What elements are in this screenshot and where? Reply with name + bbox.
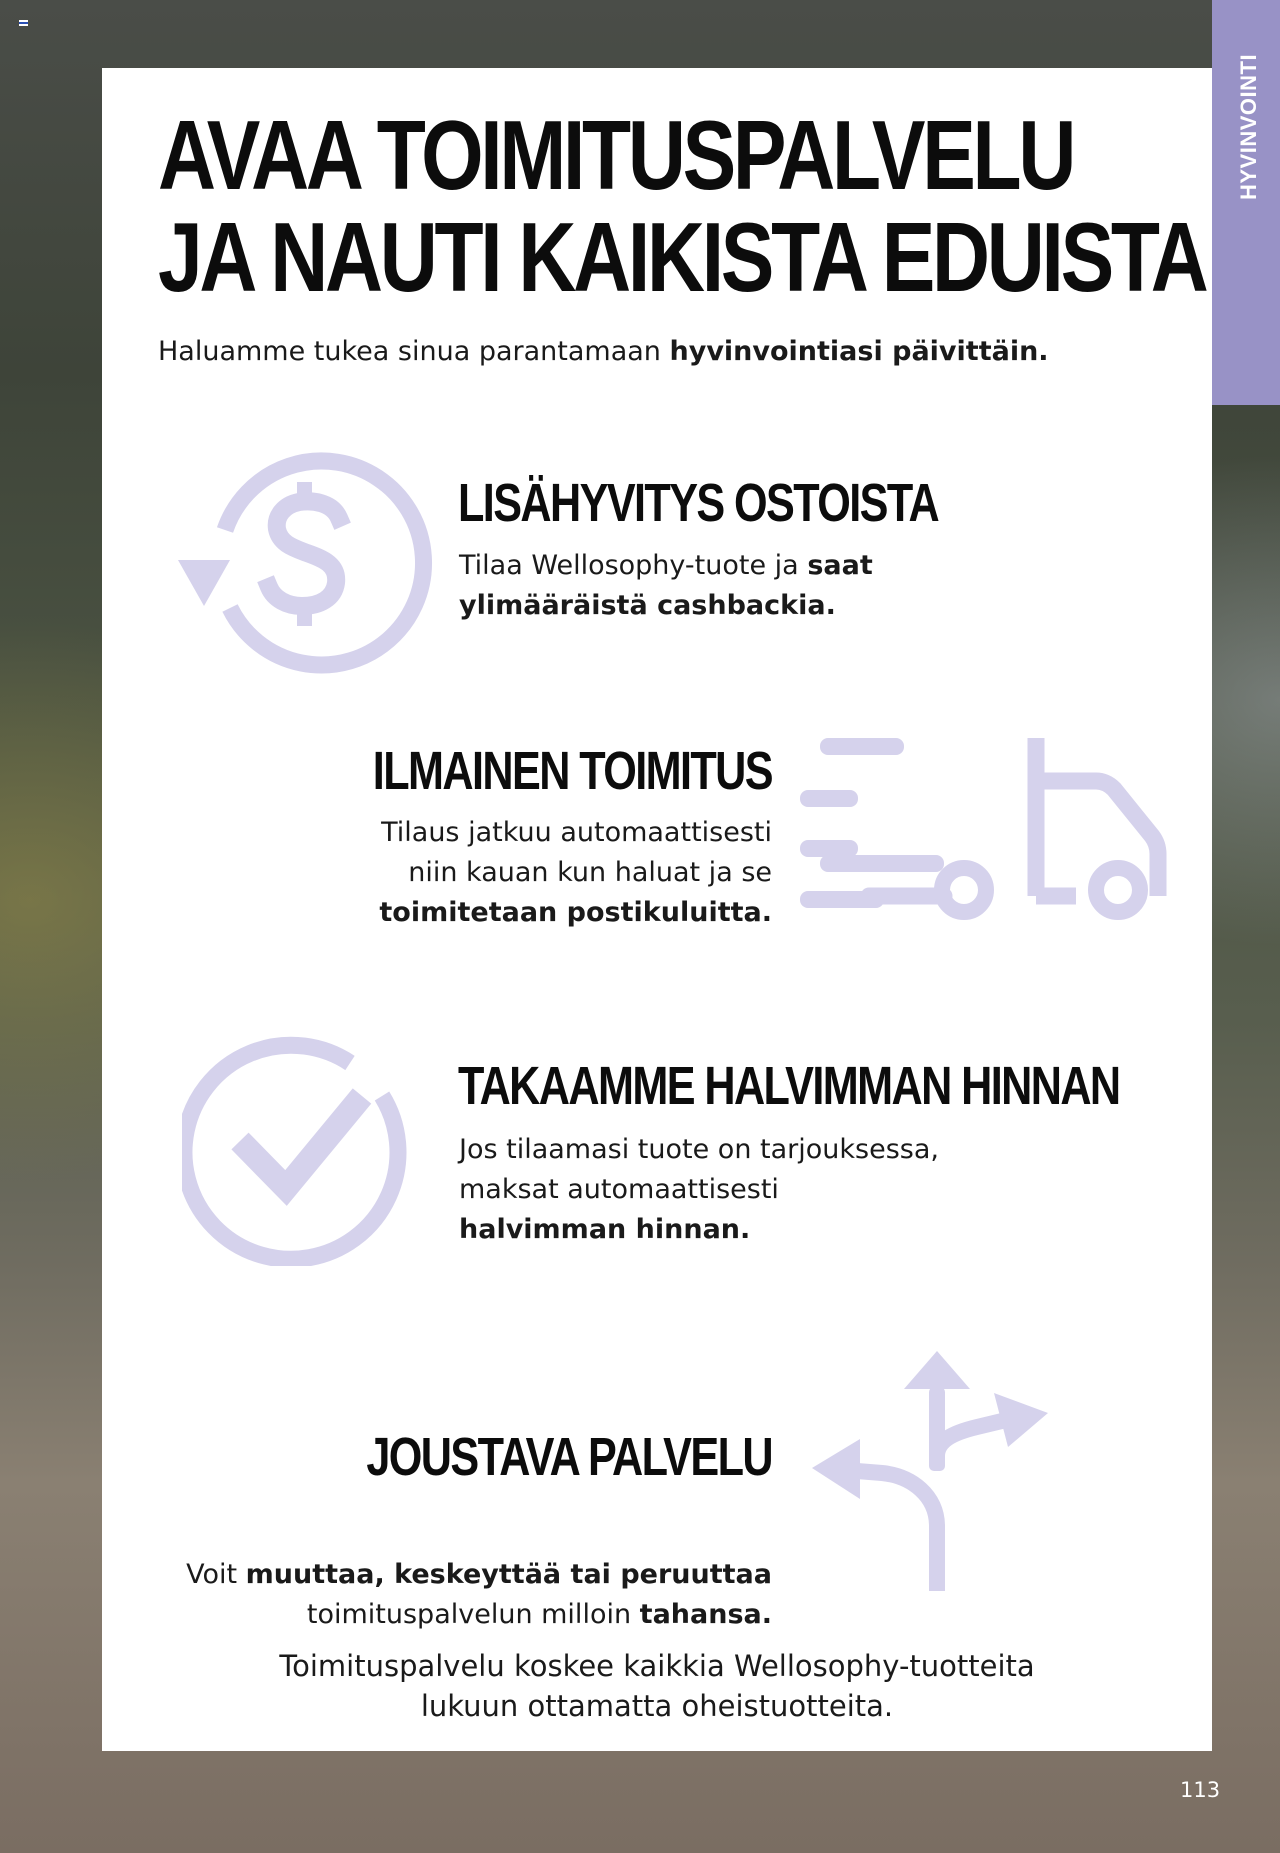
footnote bbox=[102, 1646, 1212, 1726]
feature-text-free-delivery bbox=[252, 813, 772, 933]
feature-title-lowest-price: TAKAAMME HALVIMMAN HINNAN bbox=[458, 1056, 1120, 1116]
intro-text bbox=[158, 336, 1049, 367]
feature-text-regular: toimituspalvelun milloin bbox=[306, 1599, 640, 1630]
heading-line-1: AVAA TOIMITUSPALVELU bbox=[158, 100, 1074, 210]
feature-text-line: Jos tilaamasi tuote on tarjouksessa, bbox=[459, 1134, 939, 1165]
feature-text-regular: Tilaa Wellosophy-tuote ja bbox=[459, 550, 808, 581]
footnote-line-1: Toimituspalvelu koskee kaikkia Wellosophy-tuotteita bbox=[279, 1649, 1035, 1683]
intro-regular: Haluamme tukea sinua parantamaan bbox=[158, 336, 670, 367]
feature-text-lowest-price bbox=[459, 1130, 939, 1250]
feature-text-line: maksat automaattisesti bbox=[459, 1174, 779, 1205]
feature-title-flexible-service: JOUSTAVA PALVELU bbox=[366, 1427, 772, 1487]
heading-line-2: JA NAUTI KAIKISTA EDUISTA bbox=[158, 202, 1206, 312]
feature-text-line: Tilaus jatkuu automaattisesti bbox=[381, 817, 772, 848]
feature-text-bold-line: halvimman hinnan. bbox=[459, 1214, 751, 1245]
feature-text-bold-line: toimitetaan postikuluitta. bbox=[379, 897, 772, 928]
language-flag-icon[interactable] bbox=[19, 20, 28, 26]
feature-text-line: niin kauan kun haluat ja se bbox=[408, 857, 772, 888]
section-tab-label: HYVINVOINTI bbox=[1236, 53, 1261, 200]
delivery-truck-icon bbox=[800, 738, 1185, 948]
feature-text-bold: tahansa. bbox=[639, 1599, 772, 1630]
split-arrows-icon bbox=[812, 1351, 1062, 1591]
feature-text-line bbox=[152, 1555, 772, 1595]
feature-text-flexible-service bbox=[152, 1555, 772, 1635]
intro-bold: hyvinvointiasi päivittäin. bbox=[669, 336, 1049, 367]
feature-text-regular: Voit bbox=[186, 1559, 246, 1590]
page-number: 113 bbox=[1180, 1778, 1221, 1802]
feature-title-cashback: LISÄHYVITYS OSTOISTA bbox=[458, 473, 939, 533]
feature-text-bold: muuttaa, keskeyttää tai peruuttaa bbox=[245, 1559, 772, 1590]
footnote-line-2: lukuun ottamatta oheistuotteita. bbox=[420, 1689, 894, 1723]
feature-text-cashback bbox=[459, 546, 873, 626]
page-heading bbox=[158, 100, 1206, 312]
feature-text-bold: saat bbox=[807, 550, 873, 581]
dollar-refresh-icon bbox=[174, 438, 434, 688]
content-card bbox=[102, 68, 1212, 1751]
feature-text-bold-line: ylimääräistä cashbackia. bbox=[459, 590, 836, 621]
feature-text-line bbox=[152, 1595, 772, 1635]
checkmark-circle-icon bbox=[182, 1036, 432, 1266]
feature-title-free-delivery: ILMAINEN TOIMITUS bbox=[372, 741, 772, 801]
feature-text-line bbox=[459, 546, 873, 586]
